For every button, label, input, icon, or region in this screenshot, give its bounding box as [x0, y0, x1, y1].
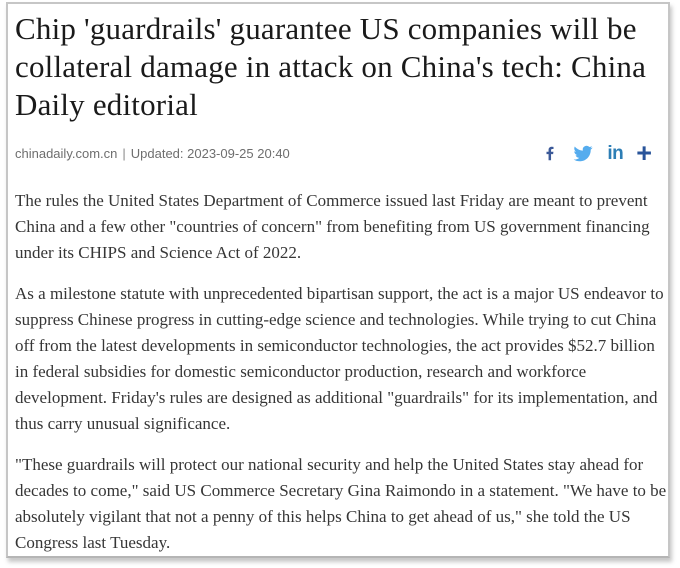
- facebook-share-button[interactable]: [541, 144, 559, 163]
- byline-updated: Updated: 2023-09-25 20:40: [130, 145, 290, 161]
- article-body: [15, 188, 668, 556]
- article-paragraph: "These guardrails will protect our national security and help the United States stay ahead for decades to come," said US Commerce Secretary Gina Raimondo in a statement. "We have to be absolutely vigilant that not a penny of this helps China to get ahead of us," she told the US Congress last Tuesday.: [15, 455, 667, 552]
- article-headline: Chip 'guardrails' guarantee US companies will be collateral damage in attack on China's tech: China Daily editorial: [15, 11, 647, 122]
- share-bar: [541, 138, 652, 168]
- article-page: [6, 2, 670, 558]
- article-paragraph: The rules the United States Department of Commerce issued last Friday are meant to prevent China and a few other "countries of concern" from benefiting from US government financing under its CHIPS and Science Act of 2022.: [15, 191, 650, 262]
- share-more-button[interactable]: [636, 138, 652, 168]
- byline: [15, 146, 290, 161]
- byline-row: [15, 138, 668, 168]
- share-more-icon: +: [636, 138, 652, 168]
- byline-separator: |: [122, 145, 126, 161]
- article-paragraph: As a milestone statute with unprecedented bipartisan support, the act is a major US endeavor to suppress Chinese progress in cutting-edge science and technologies. While trying to cut China off from the latest developments in semiconductor technologies, the act provides $52.7 billion in federal subsidies for domestic semiconductor production, research and workforce development. Friday's rules are designed as additional "guardrails" for its implementation, and thus carry unusual significance.: [15, 284, 664, 433]
- byline-source: chinadaily.com.cn: [15, 145, 118, 161]
- twitter-share-button[interactable]: [572, 144, 594, 163]
- linkedin-icon: in: [607, 142, 624, 164]
- twitter-icon: [572, 144, 594, 163]
- linkedin-share-button[interactable]: [607, 144, 623, 163]
- facebook-icon: [541, 144, 559, 163]
- article-content: [8, 4, 668, 556]
